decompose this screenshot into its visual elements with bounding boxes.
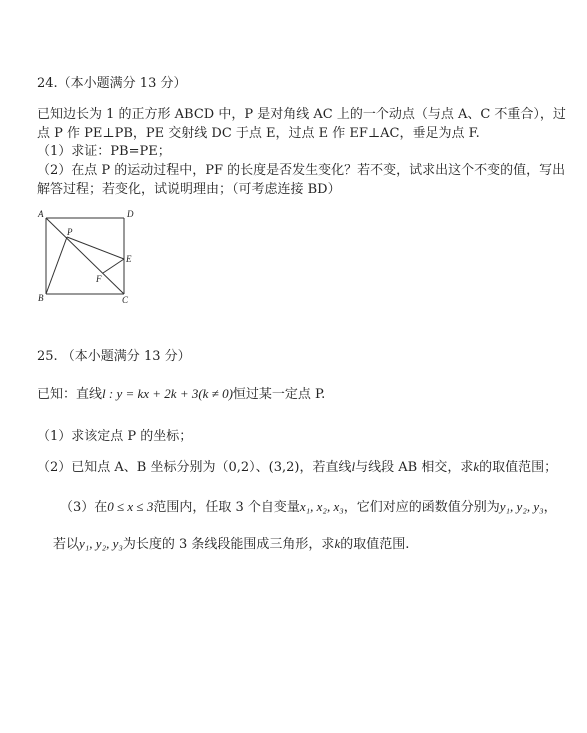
q25-given	[37, 383, 325, 402]
q25-part3-end: ，	[543, 500, 557, 515]
q25-given-prefix: 已知：直线	[37, 387, 103, 402]
diagonal-ac	[46, 218, 124, 294]
label-p: P	[67, 227, 73, 237]
q25-part3-xs: x₁, x₂, x₃	[299, 499, 344, 514]
q25-part3	[60, 496, 557, 515]
q25-part3b-var-k: k	[334, 536, 341, 551]
q24-part1: （1）求证：PB=PE；	[37, 144, 171, 159]
label-e: E	[126, 254, 132, 264]
q24-part2-line1: （2）在点 P 的运动过程中，PF 的长度是否发生变化？若不变，试求出这个不变的值，写出	[37, 163, 566, 178]
q25-part2-suffix: 的取值范围；	[479, 460, 558, 475]
label-d: D	[127, 209, 134, 219]
q25-given-suffix: 恒过某一定点 P.	[232, 387, 326, 402]
q25-part3-mid1: 范围内，任取 3 个自变量	[153, 500, 300, 515]
q25-part2-var-l: l	[351, 459, 356, 474]
q24-header: 24.（本小题满分 13 分）	[37, 76, 187, 91]
q25-part3b-prefix: 若以	[53, 537, 80, 552]
q24-figure	[32, 206, 142, 310]
label-a: A	[38, 209, 44, 219]
square-diagram	[32, 206, 142, 306]
q25-part3-range: 0 ≤ x ≤ 3	[107, 499, 154, 514]
q25-part1: （1）求该定点 P 的坐标；	[37, 429, 193, 444]
q25-part2-mid: 与线段 AB 相交，求	[355, 460, 474, 475]
label-f: F	[96, 274, 102, 284]
q25-part3b-ys: y₁, y₂, y₃	[79, 536, 123, 551]
q25-part3b-mid: 为长度的 3 条线段能围成三角形，求	[122, 537, 335, 552]
q24-part2-line2: 解答过程；若变化，试说明理由；（可考虑连接 BD）	[37, 182, 341, 197]
segment-pb	[46, 237, 67, 294]
q25-part3b-suffix: 的取值范围.	[340, 537, 410, 552]
q25-header: 25. （本小题满分 13 分）	[37, 349, 191, 364]
q24-stem-line2: 点 P 作 PE⊥PB，PE 交射线 DC 于点 E，过点 E 作 EF⊥AC，垂足为点 F.	[37, 126, 480, 141]
q25-line-formula: l : y = kx + 2k + 3(k ≠ 0)	[102, 386, 233, 401]
q25-part3-ys: y₁, y₂, y₃	[499, 499, 544, 514]
segment-ef	[103, 259, 124, 273]
q25-part2	[37, 456, 557, 475]
label-c: C	[122, 295, 129, 305]
segment-pe	[67, 237, 124, 259]
q25-part3b	[53, 533, 409, 552]
q25-part2-prefix: （2）已知点 A、B 坐标分别为（0,2）、(3,2)，若直线	[37, 460, 352, 475]
label-b: B	[38, 293, 44, 303]
q24-stem-line1: 已知边长为 1 的正方形 ABCD 中，P 是对角线 AC 上的一个动点（与点 A、C 不重合），过	[37, 107, 566, 122]
q25-part3-mid2: ，它们对应的函数值分别为	[343, 500, 500, 515]
q25-part3-prefix: （3）在	[60, 500, 108, 515]
q25-part2-var-k: k	[473, 459, 480, 474]
